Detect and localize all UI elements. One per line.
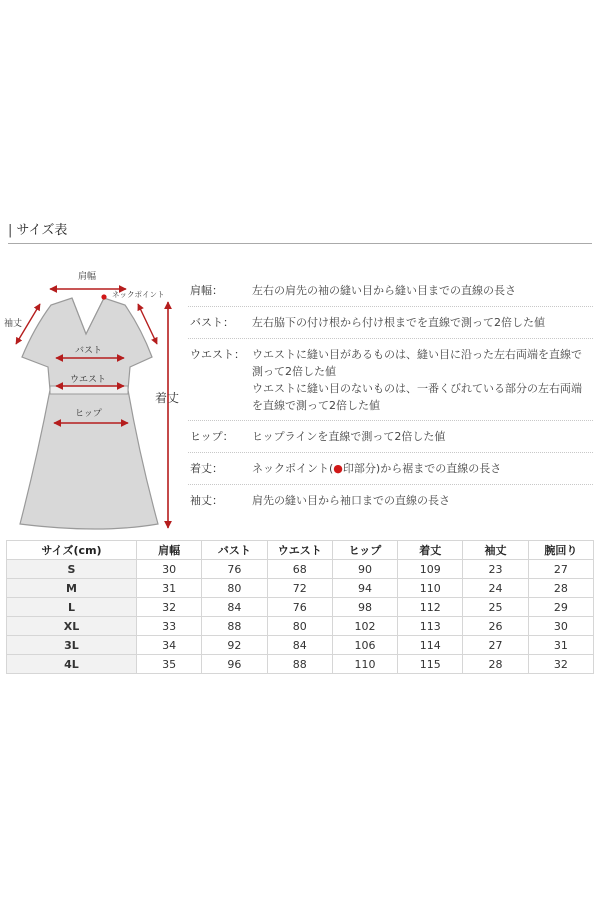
table-cell: 94 [332, 579, 397, 598]
table-cell: 98 [332, 598, 397, 617]
definition-line: 左右の肩先の袖の縫い目から縫い目までの直線の長さ [252, 284, 516, 297]
table-cell: 35 [137, 655, 202, 674]
definition-line: ヒップラインを直線で測って2倍した値 [252, 430, 446, 443]
definition-line: 左右脇下の付け根から付け根までを直線で測って2倍した値 [252, 316, 545, 329]
column-header: 袖丈 [463, 541, 528, 560]
column-header: バスト [202, 541, 267, 560]
definition-text [252, 428, 593, 445]
table-cell: 34 [137, 636, 202, 655]
column-header: サイズ(cm) [7, 541, 137, 560]
table-cell: 80 [267, 617, 332, 636]
table-cell: 23 [463, 560, 528, 579]
table-cell: 92 [202, 636, 267, 655]
definition-row [188, 453, 593, 485]
table-cell: 90 [332, 560, 397, 579]
table-cell: 30 [528, 617, 593, 636]
table-cell: 112 [398, 598, 463, 617]
table-cell: 76 [267, 598, 332, 617]
table-cell: 110 [398, 579, 463, 598]
table-cell: 115 [398, 655, 463, 674]
definition-line: 肩先の縫い目から袖口までの直線の長さ [252, 494, 450, 507]
table-cell: 84 [267, 636, 332, 655]
size-label: XL [7, 617, 137, 636]
table-cell: 72 [267, 579, 332, 598]
table-cell: 33 [137, 617, 202, 636]
size-table-header-row [7, 541, 594, 560]
table-cell: 76 [202, 560, 267, 579]
table-cell: 68 [267, 560, 332, 579]
table-cell: 27 [463, 636, 528, 655]
table-row [7, 579, 594, 598]
definition-line: 測って2倍した値 [252, 365, 336, 378]
hip-label: ヒップ [75, 409, 102, 419]
column-header: 腕回り [528, 541, 593, 560]
table-row [7, 636, 594, 655]
definition-line: ウエストに縫い目のないものは、一番くびれている部分の左右両端 [252, 382, 582, 395]
table-cell: 84 [202, 598, 267, 617]
table-row [7, 617, 594, 636]
table-cell: 31 [528, 636, 593, 655]
column-header: ヒップ [332, 541, 397, 560]
table-cell: 80 [202, 579, 267, 598]
definition-row [188, 421, 593, 453]
table-cell: 96 [202, 655, 267, 674]
table-cell: 24 [463, 579, 528, 598]
definition-term: 袖丈： [190, 494, 223, 507]
table-cell: 29 [528, 598, 593, 617]
definition-row [188, 276, 593, 307]
definition-text [252, 460, 593, 477]
definition-row [188, 307, 593, 339]
size-label: L [7, 598, 137, 617]
definition-line: ウエストに縫い目があるものは、縫い目に沿った左右両端を直線で [252, 348, 582, 361]
definitions-list [188, 276, 593, 516]
neck-point-label: ネックポイント [112, 290, 165, 299]
table-cell: 26 [463, 617, 528, 636]
column-header: ウエスト [267, 541, 332, 560]
katahaba-label: 肩幅 [78, 272, 97, 282]
size-label: 4L [7, 655, 137, 674]
definition-text [252, 314, 593, 331]
size-label: 3L [7, 636, 137, 655]
dress-diagram [0, 262, 190, 542]
table-cell: 28 [528, 579, 593, 598]
definition-line: を直線で測って2倍した値 [252, 399, 380, 412]
table-cell: 114 [398, 636, 463, 655]
definition-term: ウエスト： [190, 348, 245, 361]
sodetake-label: 袖丈 [4, 319, 23, 329]
table-row [7, 560, 594, 579]
table-cell: 25 [463, 598, 528, 617]
definition-row [188, 339, 593, 421]
waist-label: ウエスト [70, 375, 107, 385]
definition-term: 着丈： [190, 462, 223, 475]
waist-band [50, 386, 128, 394]
table-cell: 113 [398, 617, 463, 636]
table-row [7, 598, 594, 617]
table-cell: 88 [267, 655, 332, 674]
neck-point-marker-icon: ● [333, 462, 343, 475]
size-label: M [7, 579, 137, 598]
definition-text [252, 346, 593, 414]
column-header: 肩幅 [137, 541, 202, 560]
section-heading [8, 219, 67, 238]
heading-divider [8, 243, 592, 244]
table-cell: 31 [137, 579, 202, 598]
table-cell: 27 [528, 560, 593, 579]
table-cell: 109 [398, 560, 463, 579]
table-cell: 32 [528, 655, 593, 674]
definition-text-part: ネックポイント( [252, 462, 334, 475]
table-cell: 28 [463, 655, 528, 674]
definition-term: 肩幅： [190, 284, 223, 297]
table-cell: 110 [332, 655, 397, 674]
kitake-label: 着丈 [155, 391, 180, 405]
table-cell: 106 [332, 636, 397, 655]
size-label: S [7, 560, 137, 579]
table-cell: 102 [332, 617, 397, 636]
definition-text [252, 282, 593, 299]
neck-point-dot [101, 294, 106, 299]
definition-term: ヒップ： [190, 430, 234, 443]
column-header: 着丈 [398, 541, 463, 560]
definition-row [188, 485, 593, 516]
table-cell: 88 [202, 617, 267, 636]
size-table [6, 540, 594, 674]
definition-term: バスト： [190, 316, 234, 329]
table-cell: 30 [137, 560, 202, 579]
definition-text [252, 492, 593, 509]
table-cell: 32 [137, 598, 202, 617]
table-row [7, 655, 594, 674]
bust-label: バスト [75, 346, 103, 356]
definition-text-part: 印部分)から裾までの直線の長さ [342, 462, 502, 475]
heading-bar: | [8, 223, 13, 238]
heading-title: サイズ表 [16, 223, 68, 238]
